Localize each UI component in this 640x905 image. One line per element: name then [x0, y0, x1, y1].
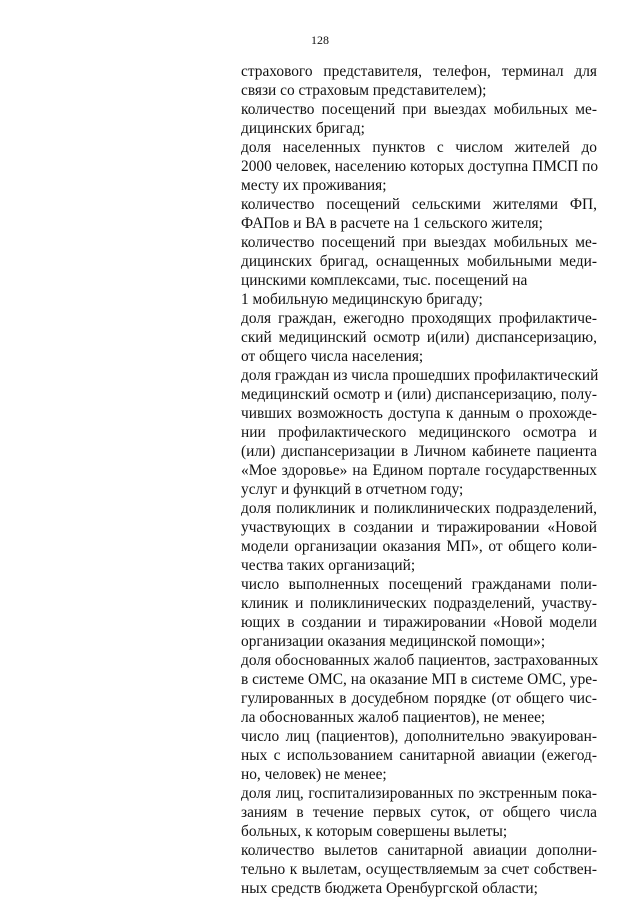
text-line: клиник и поликлинических подразделений, участву-	[241, 595, 597, 612]
text-line: доля лиц, госпитализированных по экстренным пока-	[241, 785, 597, 802]
text-line: количество посещений при выездах мобильных ме-	[241, 101, 597, 118]
text-line: 2000 человек, населению которых доступна ПМСП по	[241, 158, 599, 175]
text-line: чивших возможность доступа к данным о прохожде-	[241, 405, 597, 422]
text-line: число выполненных посещений гражданами поли-	[241, 576, 597, 593]
text-line: в системе ОМС, на оказание МП в системе ОМС, уре-	[241, 671, 598, 688]
page-number: 128	[311, 33, 329, 47]
text-line: организации оказания медицинской помощи»;	[241, 633, 546, 650]
text-line: количество посещений сельскими жителями ФП,	[241, 196, 597, 213]
text-line: ных средств бюджета Оренбургской области;	[241, 880, 538, 897]
text-line: доля населенных пунктов с числом жителей до	[241, 139, 597, 156]
text-line: но, человек) не менее;	[241, 766, 387, 783]
text-line: доля обоснованных жалоб пациентов, застрахованных	[241, 652, 599, 669]
text-line: страхового представителя, телефон, терминал для	[241, 63, 597, 80]
text-line: от общего числа населения;	[241, 348, 424, 365]
text-line: (или) диспансеризации в Личном кабинете пациента	[241, 443, 597, 460]
text-line: месту их проживания;	[241, 177, 387, 194]
text-line: связи со страховым представителем);	[241, 82, 487, 99]
document-body	[241, 62, 597, 898]
text-line: гулированных в досудебном порядке (от общего чис-	[241, 690, 597, 707]
text-line: 1 мобильную медицинскую бригаду;	[241, 291, 483, 308]
text-line: «Мое здоровье» на Едином портале государственных	[241, 462, 597, 479]
text-line: цинскими комплексами, тыс. посещений на	[241, 272, 528, 289]
text-line: число лиц (пациентов), дополнительно эвакуирован-	[241, 728, 597, 745]
text-line: нии профилактического медицинского осмотра и	[241, 424, 597, 441]
text-line: ных с использованием санитарной авиации (ежегод-	[241, 747, 597, 764]
text-line: ФАПов и ВА в расчете на 1 сельского жителя;	[241, 215, 543, 232]
text-line: доля граждан из числа прошедших профилактический	[241, 367, 599, 384]
text-line: ский медицинский осмотр и(или) диспансеризацию,	[241, 329, 597, 346]
text-line: доля граждан, ежегодно проходящих профилактиче-	[241, 310, 597, 327]
text-line: услуг и функций в отчетном году;	[241, 481, 464, 498]
text-line: ла обоснованных жалоб пациентов), не менее;	[241, 709, 546, 726]
text-line: дицинских бригад, оснащенных мобильными меди-	[241, 253, 597, 270]
text-line: модели организации оказания МП», от общего коли-	[241, 538, 597, 555]
text-line: дицинских бригад;	[241, 120, 365, 137]
text-line: медицинский осмотр и (или) диспансеризацию, полу-	[241, 386, 597, 403]
text-line: чества таких организаций;	[241, 557, 416, 574]
text-line: доля поликлиник и поликлинических подразделений,	[241, 500, 597, 517]
text-line: участвующих в создании и тиражировании «Новой	[241, 519, 597, 536]
text-line: количество вылетов санитарной авиации дополни-	[241, 842, 597, 859]
text-line: больных, к которым совершены вылеты;	[241, 823, 508, 840]
text-line: количество посещений при выездах мобильных ме-	[241, 234, 597, 251]
text-line: ющих в создании и тиражировании «Новой модели	[241, 614, 597, 631]
text-line: тельно к вылетам, осуществляемым за счет собствен-	[241, 861, 597, 878]
text-line: заниям в течение первых суток, от общего числа	[241, 804, 597, 821]
